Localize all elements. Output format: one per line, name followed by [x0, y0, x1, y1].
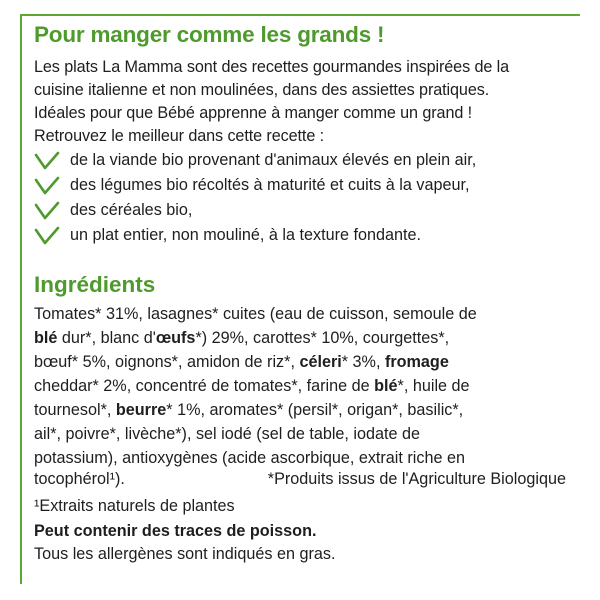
benefit-item [34, 148, 566, 173]
checkmark-icon [34, 201, 60, 221]
ingredients-line [34, 374, 566, 398]
intro-line: cuisine italienne et non moulinées, dans des assiettes pratiques. [34, 81, 490, 99]
ingredient-text: * 1%, aromates* (persil*, origan*, basilic*, [166, 401, 464, 419]
ingredient-text: tournesol*, [34, 401, 116, 419]
traces-warning: Peut contenir des traces de poisson. [34, 522, 317, 540]
benefit-item [34, 198, 566, 223]
benefit-text: de la viande bio provenant d'animaux élevés en plein air, [70, 151, 477, 169]
benefit-item [34, 223, 566, 248]
intro-line: Idéales pour que Bébé apprenne à manger comme un grand ! [34, 104, 473, 122]
ingredient-text: cheddar* 2%, concentré de tomates*, farine de [34, 377, 375, 395]
left-border [20, 14, 22, 584]
benefits-list [34, 148, 566, 248]
intro-line: Les plats La Mamma sont des recettes gourmandes inspirées de la [34, 58, 510, 76]
label-content [34, 22, 566, 566]
top-border [20, 14, 580, 16]
intro-text [34, 56, 566, 148]
ingredient-text: * 3%, [341, 353, 385, 371]
page-title: Pour manger comme les grands ! [34, 22, 385, 47]
ingredients-line [34, 446, 566, 470]
checkmark-icon [34, 151, 60, 171]
benefit-text: des légumes bio récoltés à maturité et cuits à la vapeur, [70, 176, 470, 194]
ingredient-text: potassium), antioxygènes (acide ascorbique, extrait riche en [34, 449, 465, 467]
intro-line: Retrouvez le meilleur dans cette recette : [34, 127, 325, 145]
ingredient-text: bœuf* 5%, oignons*, amidon de riz*, [34, 353, 300, 371]
benefit-item [34, 173, 566, 198]
ingredients-list [34, 302, 566, 518]
benefit-text: un plat entier, non mouliné, à la texture fondante. [70, 226, 421, 244]
ingredient-text: *) 29%, carottes* 10%, courgettes*, [195, 329, 450, 347]
ingredients-line [34, 326, 566, 350]
ingredient-text: dur*, blanc d' [57, 329, 156, 347]
ingredients-line [34, 398, 566, 422]
organic-footnote: *Produits issus de l'Agriculture Biologique [267, 470, 566, 488]
ingredients-line [34, 302, 566, 326]
ingredients-line [34, 422, 566, 446]
benefit-text: des céréales bio, [70, 201, 193, 219]
ingredient-text: Tomates* 31%, lasagnes* cuites (eau de cuisson, semoule de [34, 305, 477, 323]
allergen-text: fromage [384, 353, 449, 371]
allergen-text: blé [34, 329, 58, 347]
checkmark-icon [34, 226, 60, 246]
allergen-text: beurre [115, 401, 167, 419]
checkmark-icon [34, 176, 60, 196]
ingredient-text: ail*, poivre*, livèche*), sel iodé (sel de table, iodate de [34, 425, 421, 443]
allergen-note: Tous les allergènes sont indiqués en gras. [34, 545, 336, 563]
ingredient-text: *, huile de [397, 377, 470, 395]
ingredients-line [34, 350, 566, 374]
allergen-text: céleri [299, 353, 342, 371]
allergen-text: œufs [155, 329, 196, 347]
ingredients-heading: Ingrédients [34, 272, 156, 297]
allergen-text: blé [374, 377, 398, 395]
ingredient-text: tocophérol¹). [34, 470, 125, 488]
plant-extract-footnote: ¹Extraits naturels de plantes [34, 497, 235, 515]
ingredients-line [34, 470, 566, 494]
